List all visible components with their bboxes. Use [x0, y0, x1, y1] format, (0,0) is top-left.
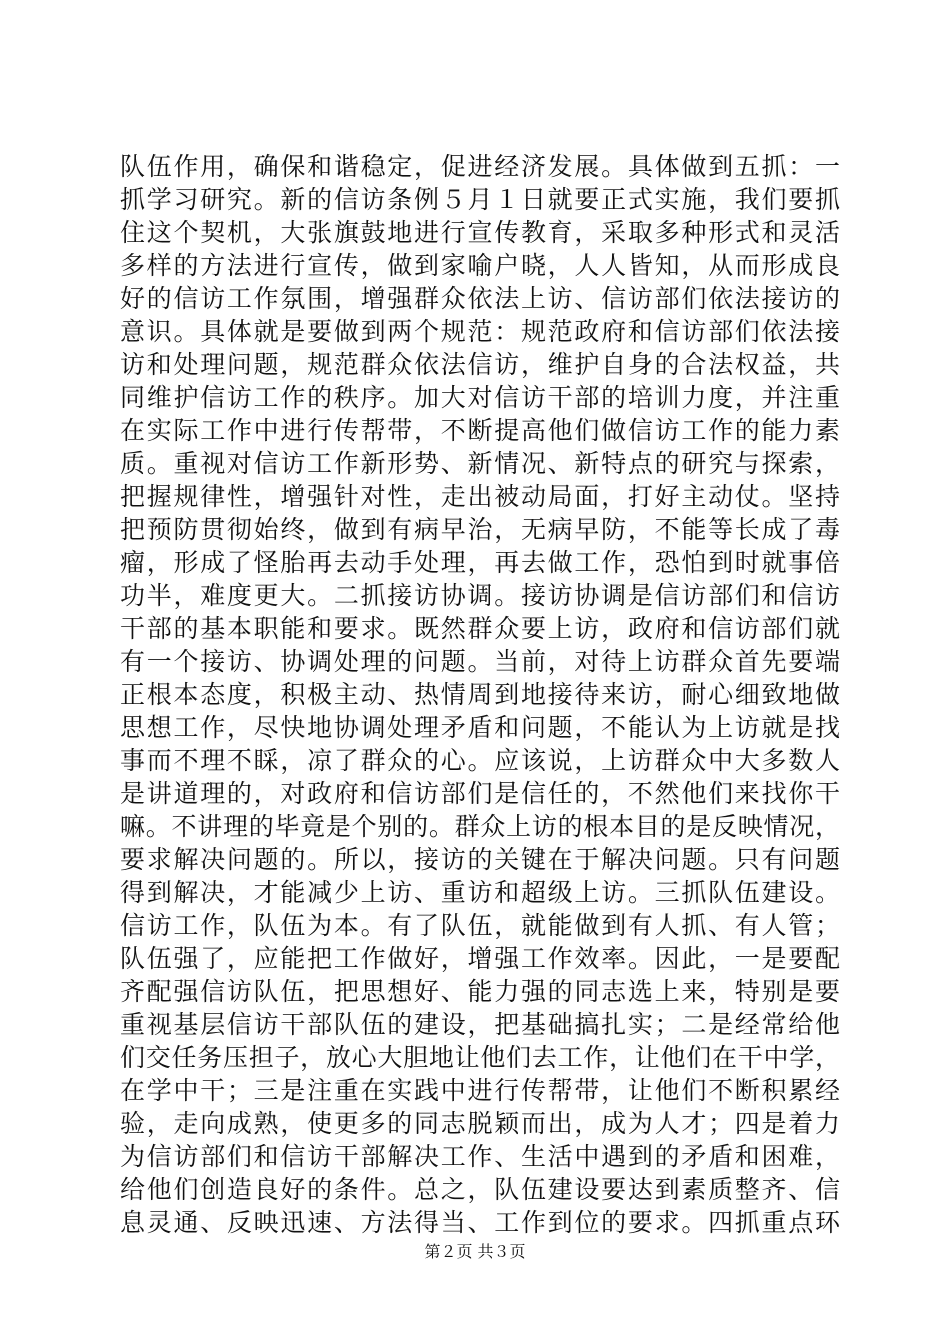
page-number-footer: 第２页 共３页 [424, 1242, 526, 1261]
text-line: 把握规律性，增强针对性，走出被动局面，打好主动仗。坚持 [120, 482, 840, 511]
text-line: 抓学习研究。新的信访条例５月１日就要正式实施，我们要抓 [120, 185, 840, 214]
text-line: 事而不理不睬，凉了群众的心。应该说，上访群众中大多数人 [120, 746, 840, 775]
text-line: 多样的方法进行宣传，做到家喻户晓，人人皆知，从而形成良 [120, 251, 840, 280]
text-line: 验，走向成熟，使更多的同志脱颖而出，成为人才；四是着力 [120, 1109, 840, 1138]
text-line: 齐配强信访队伍，把思想好、能力强的同志选上来，特别是要 [120, 977, 840, 1006]
text-line: 重视基层信访干部队伍的建设，把基础搞扎实；二是经常给他 [120, 1010, 840, 1039]
text-line: 干部的基本职能和要求。既然群众要上访，政府和信访部们就 [120, 614, 840, 643]
text-line: 瘤，形成了怪胎再去动手处理，再去做工作，恐怕到时就事倍 [120, 548, 840, 577]
text-line: 同维护信访工作的秩序。加大对信访干部的培训力度，并注重 [120, 383, 840, 412]
text-line: 正根本态度，积极主动、热情周到地接待来访，耐心细致地做 [120, 680, 840, 709]
text-line: 好的信访工作氛围，增强群众依法上访、信访部们依法接访的 [120, 284, 840, 313]
text-line: 为信访部们和信访干部解决工作、生活中遇到的矛盾和困难， [120, 1142, 840, 1171]
text-line: 功半，难度更大。二抓接访协调。接访协调是信访部们和信访 [120, 581, 840, 610]
text-line: 息灵通、反映迅速、方法得当、工作到位的要求。四抓重点环 [120, 1208, 840, 1237]
text-line: 信访工作，队伍为本。有了队伍，就能做到有人抓、有人管； [120, 911, 840, 940]
body-paragraph [120, 150, 840, 1239]
text-line: 有一个接访、协调处理的问题。当前，对待上访群众首先要端 [120, 647, 840, 676]
text-line: 在实际工作中进行传帮带，不断提高他们做信访工作的能力素 [120, 416, 840, 445]
text-line: 意识。具体就是要做到两个规范：规范政府和信访部们依法接 [120, 317, 840, 346]
text-line: 要求解决问题的。所以，接访的关键在于解决问题。只有问题 [120, 845, 840, 874]
text-line: 质。重视对信访工作新形势、新情况、新特点的研究与探索， [120, 449, 840, 478]
text-line: 思想工作，尽快地协调处理矛盾和问题，不能认为上访就是找 [120, 713, 840, 742]
text-line: 访和处理问题，规范群众依法信访，维护自身的合法权益，共 [120, 350, 840, 379]
text-line: 队伍强了，应能把工作做好，增强工作效率。因此，一是要配 [120, 944, 840, 973]
text-line: 们交任务压担子，放心大胆地让他们去工作，让他们在干中学， [120, 1043, 840, 1072]
text-line: 在学中干；三是注重在实践中进行传帮带，让他们不断积累经 [120, 1076, 840, 1105]
text-line: 把预防贯彻始终，做到有病早治，无病早防，不能等长成了毒 [120, 515, 840, 544]
text-line: 嘛。不讲理的毕竟是个别的。群众上访的根本目的是反映情况， [120, 812, 840, 841]
text-line: 得到解决，才能减少上访、重访和超级上访。三抓队伍建设。 [120, 878, 840, 907]
text-line: 是讲道理的，对政府和信访部们是信任的，不然他们来找你干 [120, 779, 840, 808]
text-line: 队伍作用，确保和谐稳定，促进经济发展。具体做到五抓：一 [120, 152, 840, 181]
text-line: 给他们创造良好的条件。总之，队伍建设要达到素质整齐、信 [120, 1175, 840, 1204]
text-line: 住这个契机，大张旗鼓地进行宣传教育，采取多种形式和灵活 [120, 218, 840, 247]
